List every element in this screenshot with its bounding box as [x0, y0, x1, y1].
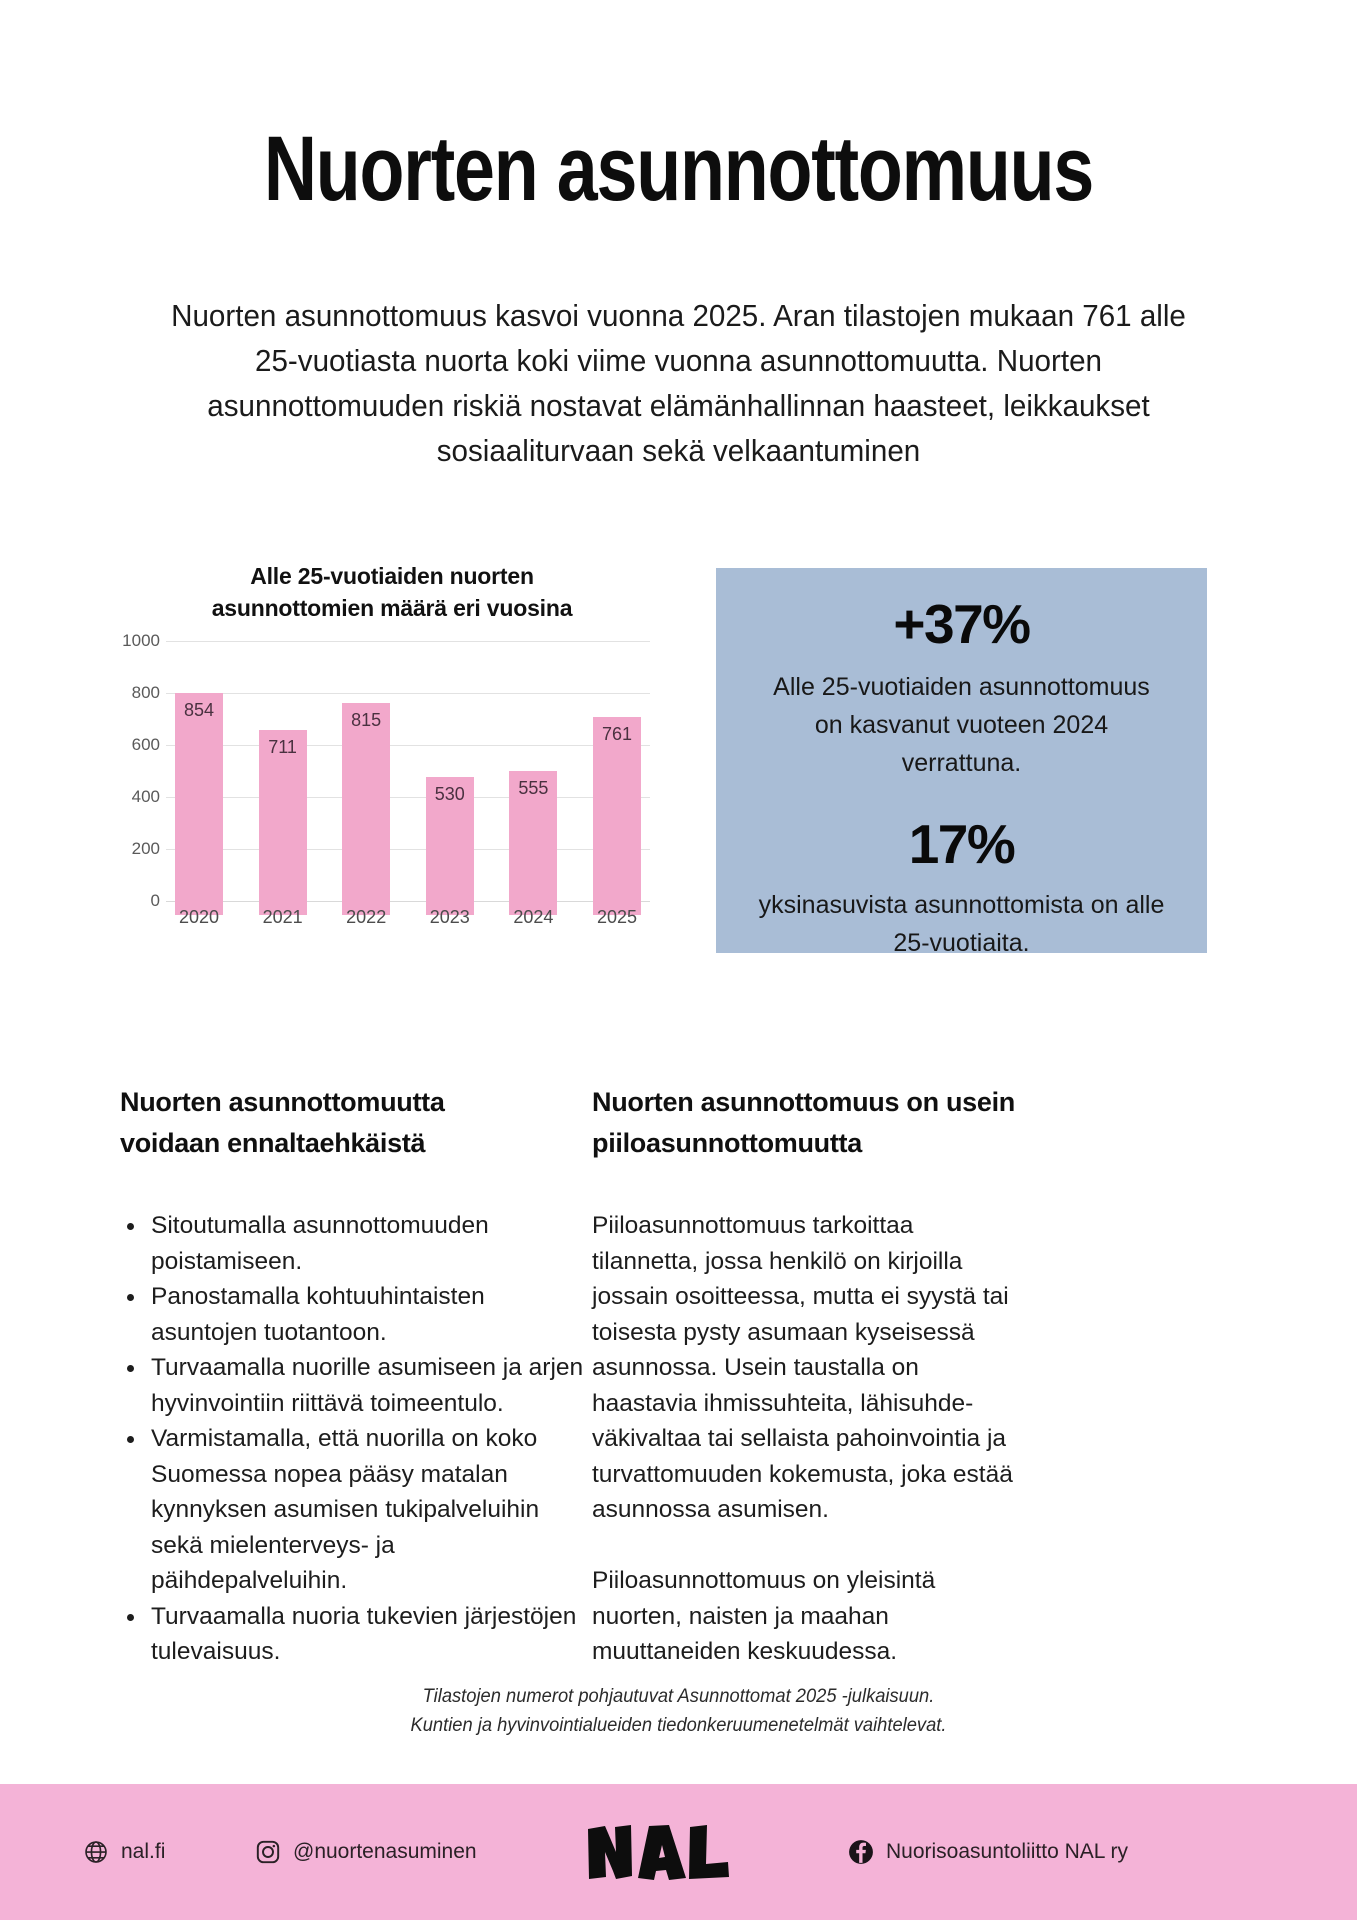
footer-instagram-label: @nuortenasuminen	[293, 1840, 477, 1863]
bar-column	[256, 655, 310, 915]
bar-column	[172, 655, 226, 915]
x-axis-label: 2025	[596, 907, 637, 927]
footer-website[interactable]	[83, 1839, 165, 1865]
bar	[593, 717, 641, 915]
chart-title-line2: asunnottomien määrä eri vuosina	[211, 595, 573, 621]
footnote-line-2: Kuntien ja hyvinvointialueiden tiedonkeruumenetelmät vaihtelevat.	[410, 1714, 947, 1736]
list-item: Varmistamalla, että nuorilla on koko Suomessa nopea pääsy matalan kynnyksen asumisen tukipalveluihin sekä mielenterveys- ja päihdepalveluihin.	[121, 1421, 591, 1599]
intro-paragraph: Nuorten asunnottomuus kasvoi vuonna 2025. Aran tilastojen mukaan 761 alle 25-vuotiasta nuorta koki viime vuonna asunnottomuutta. Nuorten asunnottomuuden riskiä nostavat elämänhallinnan haasteet, leikkaukset sosiaaliturvaan sekä velkaantuminen	[171, 299, 1186, 468]
globe-icon	[83, 1839, 109, 1865]
stat-description-share: yksinasuvista asunnottomista on alle 25-vuotiaita.	[758, 890, 1165, 957]
footer-bar	[0, 1784, 1357, 1920]
footer-facebook-label: Nuorisoasuntoliitto NAL ry	[886, 1840, 1128, 1863]
facebook-icon	[848, 1839, 874, 1865]
footer-website-label: nal.fi	[121, 1840, 166, 1863]
stat-value-growth: +37%	[893, 593, 1030, 655]
stat-description-growth: Alle 25-vuotiaiden asunnottomuus on kasvanut vuoteen 2024 verrattuna.	[773, 672, 1150, 777]
instagram-icon	[255, 1839, 281, 1865]
bar	[509, 771, 557, 915]
y-axis-tick: 800	[131, 683, 160, 702]
bar	[342, 703, 390, 915]
x-axis-label: 2024	[513, 907, 554, 927]
list-item: Panostamalla kohtuuhintaisten asuntojen tuotantoon.	[121, 1279, 591, 1350]
bar-value-label: 761	[601, 724, 632, 745]
statistics-panel	[716, 568, 1207, 957]
bar-value-label: 530	[434, 784, 465, 805]
chart-title-line1: Alle 25-vuotiaiden nuorten	[250, 563, 534, 589]
chart-bars	[166, 655, 650, 915]
y-axis-tick: 400	[131, 787, 160, 806]
left-column-heading: Nuorten asunnottomuutta voidaan ennaltaehkäistä	[120, 1087, 445, 1158]
x-axis-label: 2022	[346, 907, 387, 927]
bar-value-label: 555	[518, 777, 549, 798]
bar-column	[423, 655, 477, 915]
list-item: Turvaamalla nuoria tukevien järjestöjen tulevaisuus.	[121, 1599, 591, 1670]
y-axis-tick: 1000	[122, 631, 160, 650]
x-axis-label: 2023	[429, 907, 470, 927]
bar	[426, 777, 474, 915]
y-axis-tick: 0	[150, 891, 160, 910]
list-item: Sitoutumalla asunnottomuuden poistamiseen.	[121, 1208, 591, 1279]
chart-x-axis	[166, 907, 650, 928]
bar	[259, 730, 307, 915]
x-axis-label: 2021	[262, 907, 303, 927]
bar	[175, 693, 223, 915]
y-axis-tick: 200	[131, 839, 160, 858]
footer-facebook[interactable]	[848, 1839, 1128, 1865]
paragraph: Piiloasunnottomuus tarkoittaa tilannetta, jossa henkilö on kirjoilla jossain osoitteessa, mutta ei syystä tai toisesta pysty asumaan kyseisessä asunnossa. Usein taustalla on haastavia ihmissuhteita, lähisuhde-väkivaltaa tai sellaista pahoinvointia ja turvattomuuden kokemusta, joka estää asunnossa asumisen.	[592, 1212, 1013, 1523]
chart-title	[162, 560, 622, 624]
y-axis-tick: 600	[131, 735, 160, 754]
gridline	[166, 641, 650, 642]
list-item: Turvaamalla nuorille asumiseen ja arjen hyvinvointiin riittävä toimeentulo.	[121, 1350, 591, 1421]
x-axis-label: 2020	[178, 907, 220, 927]
bar-column	[506, 655, 560, 915]
footer-instagram[interactable]	[255, 1839, 477, 1865]
footnote-line-1: Tilastojen numerot pohjautuvat Asunnottomat 2025 -julkaisuun.	[422, 1685, 935, 1707]
hidden-homelessness-text	[592, 1208, 1017, 1670]
right-column-heading: Nuorten asunnottomuus on usein piiloasunnottomuutta	[592, 1087, 1015, 1158]
bar-chart	[122, 560, 662, 927]
stat-value-share: 17%	[908, 812, 1015, 875]
prevention-bullet-list	[121, 1208, 591, 1670]
bar-value-label: 815	[351, 710, 382, 731]
nal-logo	[583, 1821, 733, 1883]
page-title: Nuorten asunnottomuus	[263, 118, 1094, 220]
bar-value-label: 711	[268, 737, 297, 758]
bar-column	[339, 655, 393, 915]
chart-plot-area	[122, 631, 662, 927]
source-footnote	[41, 1682, 1317, 1740]
bar-value-label: 854	[183, 699, 215, 720]
bar-column	[590, 655, 644, 915]
paragraph: Piiloasunnottomuus on yleisintä nuorten, naisten ja maahan muuttaneiden keskuudessa.	[592, 1567, 936, 1665]
